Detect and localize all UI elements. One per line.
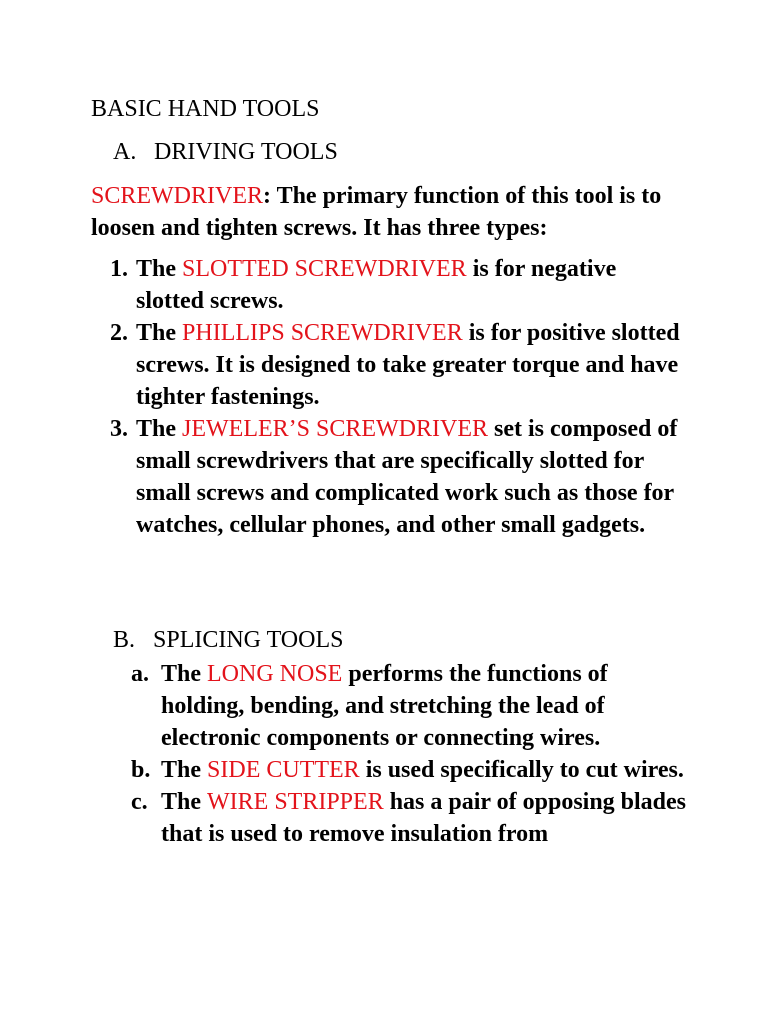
- term-jewelers-screwdriver: JEWELER’S SCREWDRIVER: [182, 416, 489, 442]
- item-lead: The: [161, 757, 208, 783]
- item-lead: The: [161, 661, 208, 687]
- list-item: [110, 253, 690, 317]
- term-phillips-screwdriver: PHILLIPS SCREWDRIVER: [182, 320, 463, 346]
- screwdriver-intro-paragraph: [91, 180, 691, 244]
- section-letter: A.: [113, 139, 137, 165]
- item-text: set is composed of small screwdrivers that are specifically slotted for small screws and complicated work such as those for watches, cellular phones, and other small gadgets.: [136, 416, 678, 538]
- item-lead: The: [136, 320, 183, 346]
- term-slotted-screwdriver: SLOTTED SCREWDRIVER: [182, 256, 467, 282]
- list-item: [131, 786, 691, 850]
- item-text: is for positive slotted screws. It is designed to take greater torque and have tighter fastenings.: [136, 320, 680, 410]
- section-heading-driving-tools: [113, 138, 338, 166]
- driving-tools-list: [110, 253, 690, 541]
- term-wire-stripper: WIRE STRIPPER: [207, 789, 384, 815]
- list-marker: 2.: [110, 320, 128, 346]
- splicing-tools-list: [131, 658, 691, 850]
- list-marker: c.: [131, 789, 148, 815]
- section-title: SPLICING TOOLS: [153, 627, 344, 653]
- list-item: [110, 317, 690, 413]
- section-title: DRIVING TOOLS: [154, 139, 338, 165]
- list-item: [131, 754, 691, 786]
- list-marker: 3.: [110, 416, 128, 442]
- list-marker: 1.: [110, 256, 128, 282]
- document-title: BASIC HAND TOOLS: [91, 96, 320, 122]
- item-text: performs the functions of holding, bending, and stretching the lead of electronic components or connecting wires.: [161, 661, 608, 751]
- list-item: [131, 658, 691, 754]
- item-lead: The: [136, 256, 183, 282]
- intro-text: : The primary function of this tool is to loosen and tighten screws. It has three types:: [91, 183, 662, 241]
- item-text: has a pair of opposing blades that is used to remove insulation from: [161, 789, 687, 847]
- term-screwdriver: SCREWDRIVER: [91, 183, 264, 209]
- term-side-cutter: SIDE CUTTER: [207, 757, 360, 783]
- section-heading-splicing-tools: [113, 626, 343, 654]
- list-marker: b.: [131, 757, 151, 783]
- item-text: is used specifically to cut wires.: [359, 757, 684, 783]
- item-lead: The: [161, 789, 208, 815]
- item-lead: The: [136, 416, 183, 442]
- term-long-nose: LONG NOSE: [207, 661, 343, 687]
- item-text: is for negative slotted screws.: [136, 256, 617, 314]
- list-item: [110, 413, 690, 541]
- section-letter: B.: [113, 627, 136, 653]
- list-marker: a.: [131, 661, 149, 687]
